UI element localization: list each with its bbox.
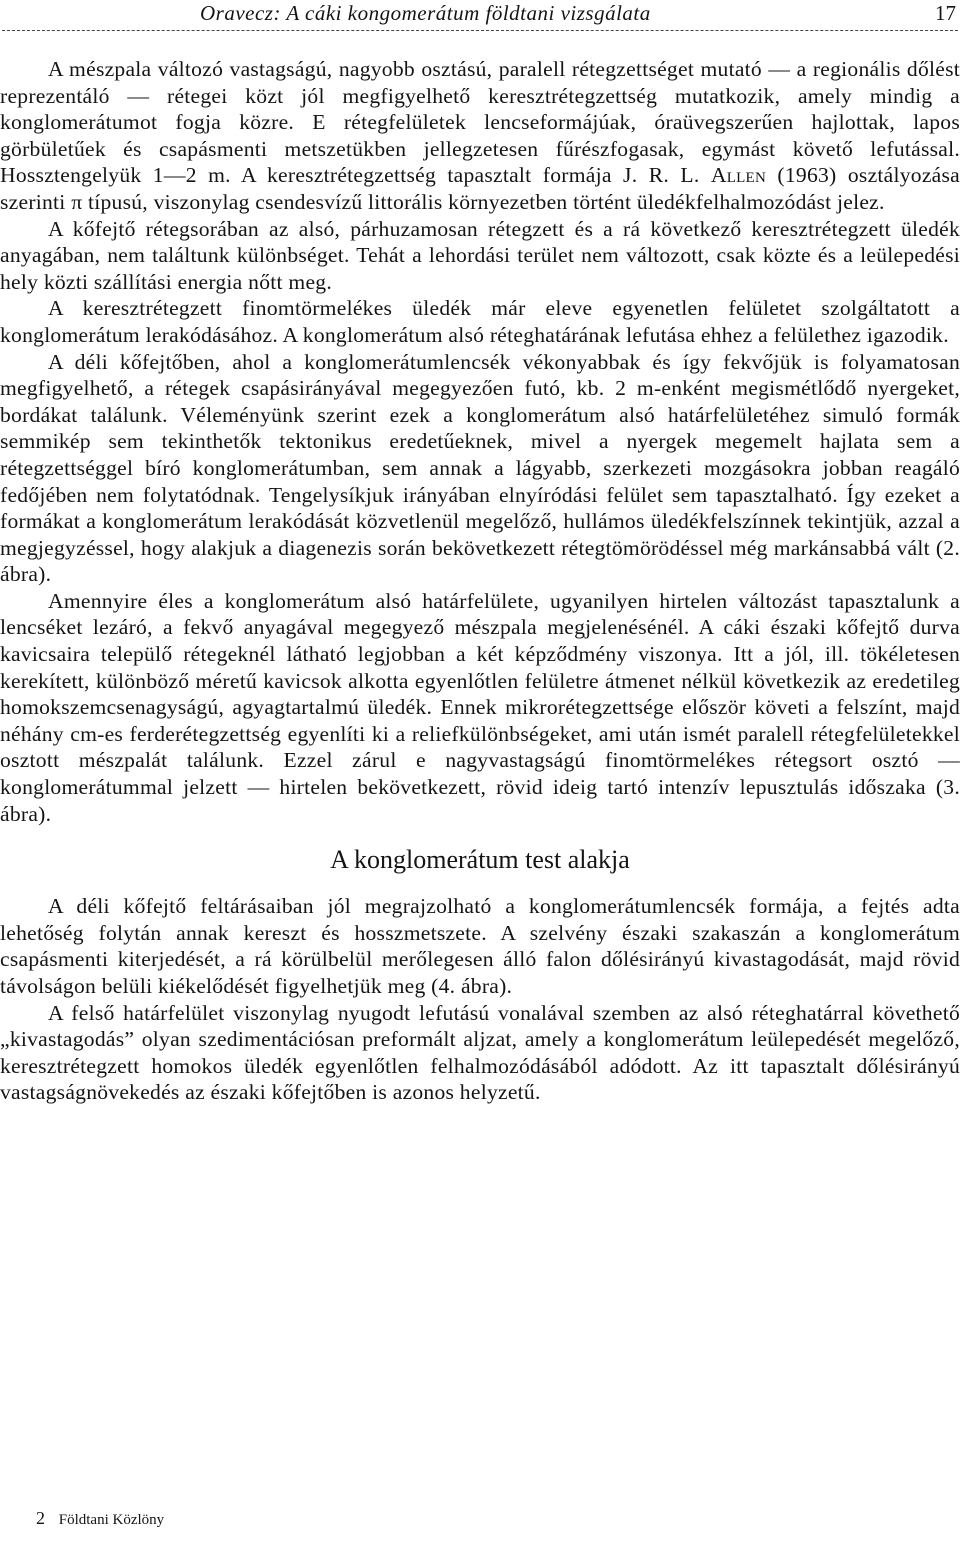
paragraph-text: A mészpala változó vastagságú, nagyobb osztású, paralell rétegzettséget mutató — a regionális dőlést reprezentáló — rétegei közt jól megfigyelhető keresztrétegzettség mutatkozik, amely mindig a konglomerátumot fogja közre. E rétegfelületek lencseformájúak, óraüvegszerűen hajlottak, lapos görbületűek és csapásmenti metszetükben jellegzetesen fűrészfogasak, egymást követő lefutással. Hossztengelyük 1—2 m. A keresztrétegzettség tapasztalt formája J. R. L. — [0, 57, 960, 188]
paragraph: A felső határfelület viszonylag nyugodt lefutású vonalával szemben az alsó réteghatárral követhető „kivastagodás” olyan szedimentációsan preformált aljzat, amely a konglomerátum leülepedését megelőző, keresztrétegzett homokos üledék egyenlőtlen felhalmozódásából adódott. Az itt tapasztalt dőlésirányú vastagságnövekedés az északi kőfejtőben is azonos helyzetű. — [0, 1000, 960, 1105]
page-number: 17 — [935, 1, 956, 25]
page-header — [0, 0, 960, 36]
running-title: Oravecz: A cáki kongomerátum földtani vizsgálata — [200, 1, 651, 25]
header-rule — [2, 30, 958, 31]
signature-mark: 2 — [36, 1508, 45, 1528]
section-title: A konglomerátum test alakja — [330, 845, 630, 875]
journal-name: Földtani Közlöny — [58, 1512, 165, 1528]
paragraph: A keresztrétegzett finomtörmelékes üledék már eleve egyenetlen felületet szolgáltatott a konglomerátum lerakódásához. A konglomerátum alsó réteghatárának lefutása ehhez a felülethez igazodik. — [0, 296, 960, 347]
paragraph — [0, 56, 960, 216]
paragraph: A kőfejtő rétegsorában az alsó, párhuzamosan rétegzett és a rá következő keresztrétegzett üledék anyagában, nem találtunk különbséget. Tehát a lehordási terület nem változott, csak közte és a leülepedési hely közti szállítási energia nőtt meg. — [0, 216, 960, 294]
paragraph: Amennyire éles a konglomerátum alsó határfelülete, ugyanilyen hirtelen változást tapasztalunk a lencséket lezáró, a fekvő anyagával megegyező mészpala megjelenésénél. A cáki északi kőfejtő durva kavicsaira települő rétegeknél látható legjobban a két képződmény viszonya. Itt a jól, ill. tökéletesen kerekített, különböző méretű kavicsok alkotta egyenlőtlen felületre átmenet nélkül következik az eredetileg homokszemcsenagyságú, agyagtartalmú üledék. Ennek mikrorétegzettsége először követi a felszínt, majd néhány cm-es ferderétegzettség egyenlíti ki a reliefkülönbségeket, ami után ismét paralell rétegfelületekkel osztott mészpalát találunk. Ezzel zárul e nagyvastagságú finomtörmelékes rétegsort osztó — konglomerátummal jelzett — hirtelen bekövetkezett, rövid ideig tartó intenzív lepusztulás időszaka (3. ábra). — [0, 588, 960, 826]
page-footer — [36, 1508, 164, 1529]
paragraph: A déli kőfejtő feltárásaiban jól megrajzolható a konglomerátumlencsék formája, a fejtés adta lehetőség folytán annak kereszt és hosszmetszete. A szelvény északi szakaszán a konglomerátum csapásmenti kiterjedését, a rá körülbelül merőlegesen álló falon dőlésirányú kivastagodását, majd rövid távolságon belüli kiékelődését figyelhetjük meg (4. ábra). — [0, 894, 960, 998]
paragraph: A déli kőfejtőben, ahol a konglomerátumlencsék vékonyabbak és így fekvőjük is folyamatosan megfigyelhető, a rétegek csapásirányával megegyezően futó, kb. 2 m-enként megismétlődő nyergeket, bordákat találunk. Véleményünk szerint ezek a konglomerátum alsó határfelületéhez simuló formák semmikép sem tekinthetők tektonikus eredetűeknek, mivel a nyergek megemelt hajlata sem a rétegzettséggel bíró konglomerátumban, sem annak a lágyabb, szerkezeti mozgásokra jobban reagáló fedőjében nem folytatódnak. Tengelysíkjuk irányában elnyíródási felület sem tapasztalható. Így ezeket a formákat a konglomerátum lerakódását közvetlenül megelőző, hullámos üledékfelszínnek tekintjük, azzal a megjegyzéssel, hogy alakjuk a diagenezis során bekövetkezett rétegtömörödéssel még markánsabbá vált (2. ábra). — [0, 349, 960, 587]
cited-author: Allen — [710, 163, 767, 188]
paragraph-text: (1963) osztályozása szerinti π típusú, viszonylag csendesvízű littorális környezetben történt üledékfelhalmozódást jelez. — [0, 163, 960, 214]
body-text — [0, 56, 960, 1106]
